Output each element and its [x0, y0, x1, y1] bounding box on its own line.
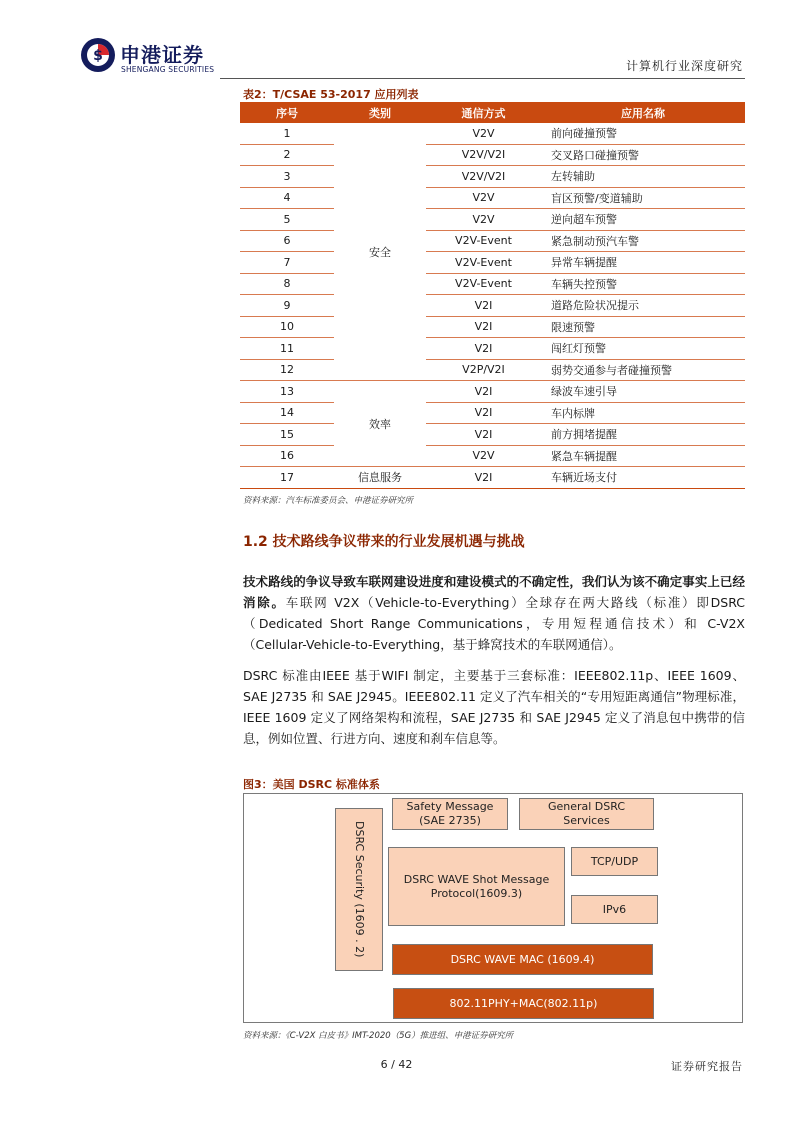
cell-category-safety: 安全 [334, 123, 426, 381]
cell-comm: V2I [426, 424, 541, 446]
page-number: 6 / 42 [380, 1058, 413, 1071]
cell-comm: V2V-Event [426, 252, 541, 274]
brand-name-en: SHENGANG SECURITIES [121, 65, 215, 74]
cell-comm: V2I [426, 381, 541, 403]
cell-seq: 10 [240, 316, 334, 338]
header-app: 应用名称 [541, 102, 745, 123]
cell-seq: 16 [240, 445, 334, 467]
cell-app: 前向碰撞预警 [541, 123, 745, 144]
cell-seq: 17 [240, 467, 334, 489]
cell-seq: 3 [240, 166, 334, 188]
header-rule [220, 78, 745, 79]
table-header-row [240, 102, 745, 123]
cell-seq: 4 [240, 187, 334, 209]
header-comm: 通信方式 [426, 102, 541, 123]
cell-app: 弱势交通参与者碰撞预警 [541, 359, 745, 381]
wsmp-box: DSRC WAVE Shot Message Protocol(1609.3) [388, 847, 565, 926]
table-row [240, 166, 745, 188]
table-row [240, 359, 745, 381]
cell-seq: 9 [240, 295, 334, 317]
cell-app: 闯红灯预警 [541, 338, 745, 360]
cell-seq: 13 [240, 381, 334, 403]
table-source: 资料来源：汽车标准委员会、申港证券研究所 [243, 496, 414, 506]
header-category: 类别 [334, 102, 426, 123]
cell-app: 车辆失控预警 [541, 273, 745, 295]
cell-comm: V2V [426, 209, 541, 231]
paragraph-2: DSRC 标准由IEEE 基于WIFI 制定，主要基于三套标准：IEEE802.11p、IEEE 1609、SAE J2735 和 SAE J2945。IEEE802.11 定义了汽车相关的“专用短距离通信”物理标准，IEEE 1609 定义了网络架构和流程，SAE J2735 和 SAE J2945 定义了消息包中携带的信息，例如位置、行进方向、速度和刹车信息等。 [243, 668, 745, 746]
cell-seq: 7 [240, 252, 334, 274]
mac-box: DSRC WAVE MAC (1609.4) [392, 944, 653, 975]
dsrc-security-box: DSRC Security (1609 . 2) [335, 808, 383, 971]
ipv6-box: IPv6 [571, 895, 658, 924]
cell-comm: V2P/V2I [426, 359, 541, 381]
paragraph-1-bold: 技术路线的争议导致车联网建设进度和建设模式的不确定性，我们认为该不确定事实上已经消除。 [243, 574, 745, 610]
section-title: 1.2 技术路线争议带来的行业发展机遇与挑战 [243, 534, 525, 550]
figure-source: 资料来源：《C-V2X 白皮书》IMT-2020（5G）推进组、申港证券研究所 [243, 1031, 514, 1041]
table-title: 表2：T/CSAE 53-2017 应用列表 [243, 88, 419, 101]
table-row [240, 144, 745, 166]
cell-app: 交叉路口碰撞预警 [541, 144, 745, 166]
cell-seq: 2 [240, 144, 334, 166]
report-type: 计算机行业深度研究 [625, 59, 743, 73]
cell-comm: V2V [426, 123, 541, 144]
cell-seq: 1 [240, 123, 334, 144]
cell-seq: 8 [240, 273, 334, 295]
paragraph-1-rest: 车联网 V2X（Vehicle-to-Everything）全球存在两大路线（标准）即DSRC（Dedicated Short Range Communications，专用短程通信技术）和 C-V2X（Cellular-Vehicle-to-Everything，基于蜂窝技术的车联网通信）。 [243, 595, 745, 652]
cell-category-info: 信息服务 [334, 467, 426, 489]
table-row [240, 402, 745, 424]
table-row [240, 381, 745, 403]
cell-category-efficiency: 效率 [334, 381, 426, 467]
table-row [240, 273, 745, 295]
cell-comm: V2V-Event [426, 230, 541, 252]
general-services-box: General DSRC Services [519, 798, 654, 830]
cell-comm: V2V/V2I [426, 166, 541, 188]
cell-app: 左转辅助 [541, 166, 745, 188]
cell-seq: 14 [240, 402, 334, 424]
cell-comm: V2V-Event [426, 273, 541, 295]
cell-comm: V2V [426, 187, 541, 209]
cell-comm: V2V [426, 445, 541, 467]
table-row [240, 445, 745, 467]
cell-comm: V2I [426, 402, 541, 424]
cell-comm: V2V/V2I [426, 144, 541, 166]
dsrc-diagram [243, 793, 743, 1023]
table-row [240, 230, 745, 252]
cell-app: 紧急车辆提醒 [541, 445, 745, 467]
cell-comm: V2I [426, 316, 541, 338]
cell-app: 前方拥堵提醒 [541, 424, 745, 446]
cell-app: 逆向超车预警 [541, 209, 745, 231]
header-seq: 序号 [240, 102, 334, 123]
cell-seq: 12 [240, 359, 334, 381]
cell-comm: V2I [426, 295, 541, 317]
table-row [240, 295, 745, 317]
table-row [240, 424, 745, 446]
cell-app: 绿波车速引导 [541, 381, 745, 403]
brand-name: 申港证券 [120, 43, 204, 67]
table-row [240, 209, 745, 231]
application-table [240, 102, 745, 489]
table-row [240, 467, 745, 489]
tcp-udp-box: TCP/UDP [571, 847, 658, 876]
shengang-logo-icon [80, 37, 116, 73]
cell-seq: 15 [240, 424, 334, 446]
figure-title: 图3：美国 DSRC 标准体系 [243, 778, 380, 791]
safety-message-box: Safety Message (SAE 2735) [392, 798, 508, 830]
cell-app: 车辆近场支付 [541, 467, 745, 489]
cell-app: 道路危险状况提示 [541, 295, 745, 317]
cell-app: 限速预警 [541, 316, 745, 338]
table-row [240, 123, 745, 144]
phy-box: 802.11PHY+MAC(802.11p) [393, 988, 654, 1019]
cell-comm: V2I [426, 467, 541, 489]
cell-seq: 11 [240, 338, 334, 360]
svg-text:$: $ [93, 48, 103, 64]
table-row [240, 252, 745, 274]
paragraph-1 [243, 571, 745, 655]
cell-app: 盲区预警/变道辅助 [541, 187, 745, 209]
cell-comm: V2I [426, 338, 541, 360]
table-row [240, 316, 745, 338]
footer-label: 证券研究报告 [671, 1060, 743, 1073]
table-row [240, 187, 745, 209]
cell-seq: 6 [240, 230, 334, 252]
cell-seq: 5 [240, 209, 334, 231]
table-row [240, 338, 745, 360]
cell-app: 异常车辆提醒 [541, 252, 745, 274]
cell-app: 紧急制动预汽车警 [541, 230, 745, 252]
cell-app: 车内标牌 [541, 402, 745, 424]
